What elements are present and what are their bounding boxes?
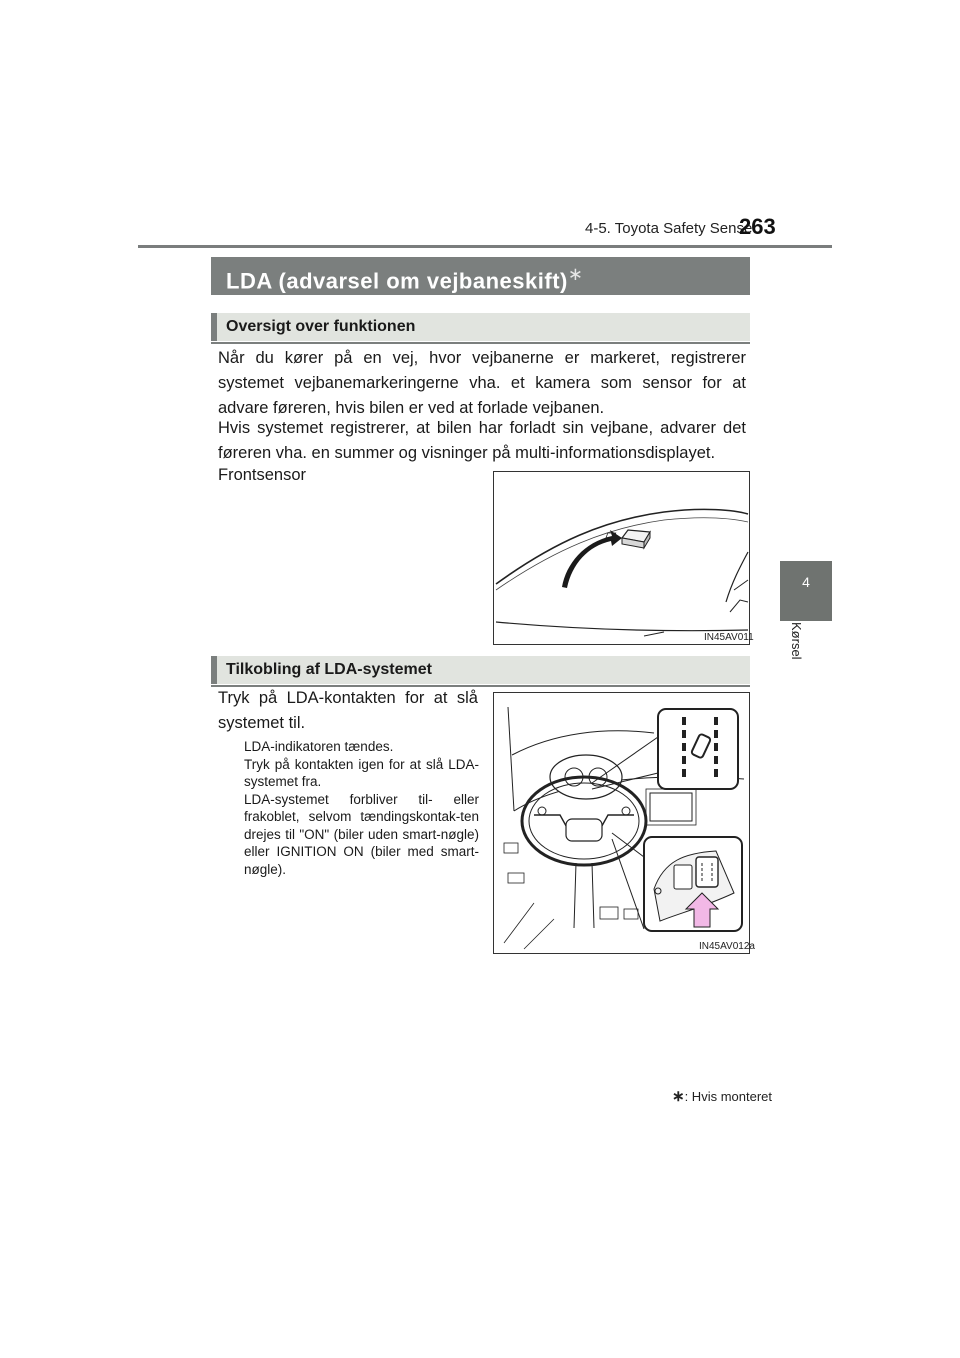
lda-switch-button-icon bbox=[696, 857, 718, 887]
lda-switch-callout bbox=[644, 837, 742, 931]
title-footnote-marker: ∗ bbox=[567, 264, 584, 284]
chapter-label-wrap bbox=[788, 622, 804, 682]
footnote-marker: ∗ bbox=[672, 1088, 685, 1105]
header-rule bbox=[138, 245, 832, 248]
page-title-text: LDA (advarsel om vejbaneskift) bbox=[226, 268, 568, 294]
paragraph-overview-1: Når du kører på en vej, hvor vejbanerne er markeret, registrerer systemet vejbanemarkeringerne vha. et kamera som sensor for at advare føreren, hvis bilen er ved at forlade vejbanen. bbox=[218, 349, 746, 417]
chapter-tab bbox=[780, 561, 832, 621]
figure-code-1: IN45AV011 bbox=[704, 632, 754, 643]
figure-caption-frontsensor: Frontsensor bbox=[218, 466, 307, 484]
section-heading-2: Tilkobling af LDA-systemet bbox=[226, 661, 432, 678]
figure-lda-switch bbox=[493, 692, 755, 954]
page-number: 263 bbox=[739, 214, 776, 239]
section-heading-1: Oversigt over funktionen bbox=[226, 318, 416, 335]
section-breadcrumb: 4-5. Toyota Safety Sense bbox=[585, 220, 753, 237]
chapter-label: Kørsel bbox=[789, 622, 804, 660]
lda-indicator-icon bbox=[658, 709, 738, 789]
page-title bbox=[226, 264, 583, 294]
footnote-text: : Hvis monteret bbox=[684, 1089, 772, 1104]
chapter-number: 4 bbox=[802, 574, 810, 590]
paragraph-overview-2: Hvis systemet registrerer, at bilen har forladt sin vejbane, advarer det føreren vha. en summer og visninger på multi-informationsdisplayet. bbox=[218, 419, 746, 462]
dashboard-illustration bbox=[494, 693, 749, 953]
section-heading-bar-1 bbox=[211, 313, 750, 341]
figure-frontsensor bbox=[493, 471, 754, 645]
windshield-illustration bbox=[494, 472, 749, 644]
section-heading-bar-2 bbox=[211, 656, 750, 684]
figure-code-2: IN45AV012a bbox=[699, 941, 755, 952]
instruction-text: Tryk på LDA-kontakten for at slå systemet til. bbox=[218, 689, 478, 732]
notes-text: LDA-indikatoren tændes. Tryk på kontakten igen for at slå LDA-systemet fra. LDA-systemet forbliver til- eller frakoblet, selvom tændingskontak-ten drejes til "ON" (biler uden smart-nøgle) eller IGNITION ON (biler med smart-nøgle). bbox=[244, 739, 479, 877]
footnote bbox=[672, 1087, 772, 1105]
